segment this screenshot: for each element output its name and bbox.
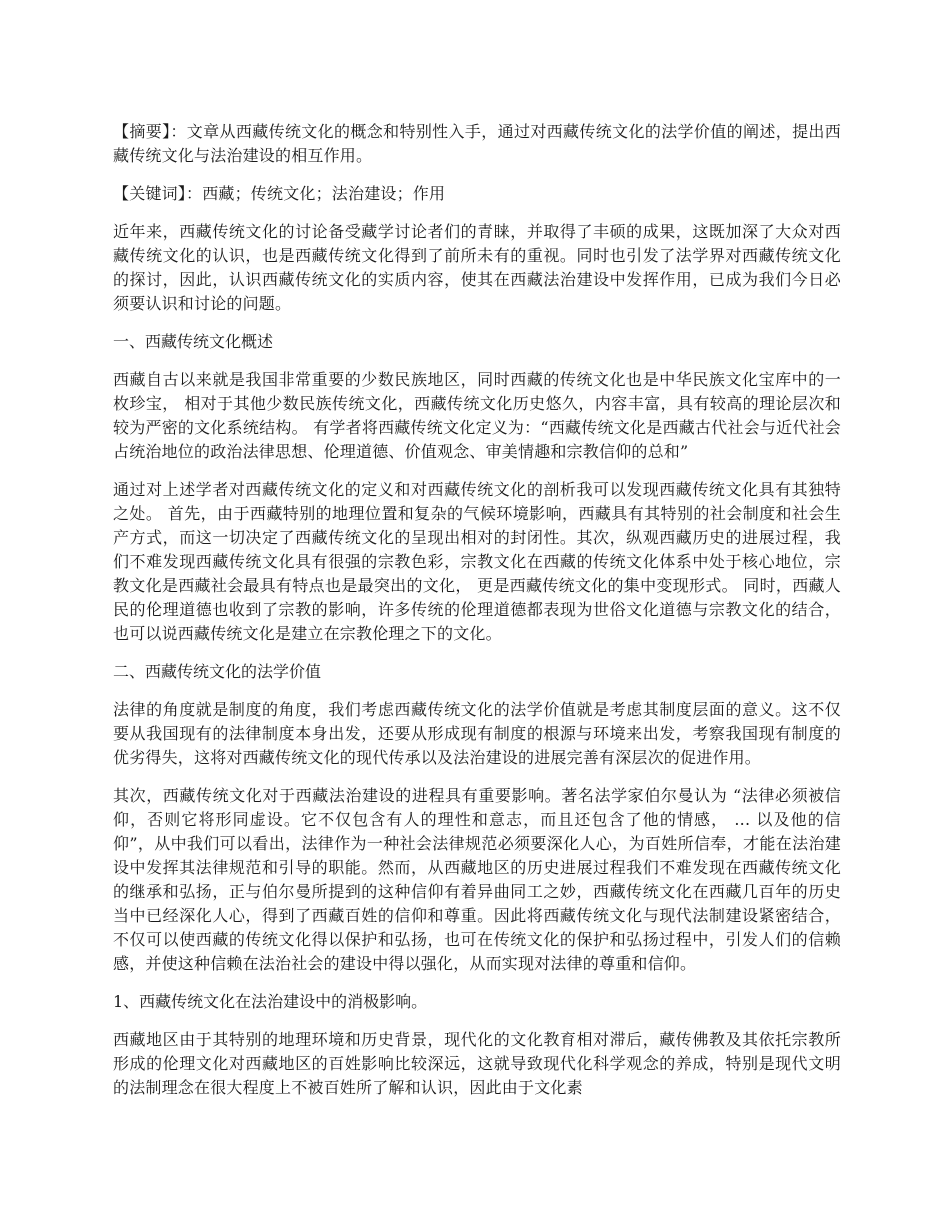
keywords-paragraph: 【关键词】：西藏；传统文化；法治建设；作用	[113, 184, 446, 203]
abstract-paragraph: 【摘要】：文章从西藏传统文化的概念和特别性入手，通过对西藏传统文化的法学价值的阐述，提出西藏传统文化与法治建设的相互作用。	[113, 122, 841, 165]
section-2-paragraph-1: 法律的角度就是制度的角度，我们考虑西藏传统文化的法学价值就是考虑其制度层面的意义。这不仅要从我国现有的法律制度本身出发，还要从形成现有制度的根源与环境来出发，考察我国现有制度的优劣得失，这将对西藏传统文化的现代传承以及法治建设的进展完善有深层次的促进作用。	[113, 700, 841, 767]
section-1-heading: 一、西藏传统文化概述	[113, 332, 274, 351]
subsection-1-heading: 1、西藏传统文化在法治建设中的消极影响。	[113, 992, 428, 1011]
section-2-paragraph-2: 其次，西藏传统文化对于西藏法治建设的进程具有重要影响。著名法学家伯尔曼认为 “法律必须被信仰，否则它将形同虚设。它不仅包含有人的理性和意志，而且还包含了他的情感， ... 以及他的信仰”，从中我们可以看出，法律作为一种社会法律规范必须要深化人心，为百姓所信奉，才能在法治建设中发挥其法律规范和引导的职能。然而，从西藏地区的历史进展过程我们不难发现在西藏传统文化的继承和弘扬，正与伯尔曼所提到的这种信仰有着异曲同工之妙，西藏传统文化在西藏几百年的历史当中已经深化人心，得到了西藏百姓的信仰和尊重。因此将西藏传统文化与现代法制建设紧密结合，不仅可以使西藏的传统文化得以保护和弘扬，也可在传统文化的保护和弘扬过程中，引发人们的信赖感，并使这种信赖在法治社会的建设中得以强化，从而实现对法律的尊重和信仰。	[113, 786, 841, 973]
section-2-heading: 二、西藏传统文化的法学价值	[113, 662, 322, 681]
intro-paragraph: 近年来，西藏传统文化的讨论备受藏学讨论者们的青睐，并取得了丰硕的成果，这既加深了大众对西藏传统文化的认识，也是西藏传统文化得到了前所未有的重视。同时也引发了法学界对西藏传统文化的探讨，因此，认识西藏传统文化的实质内容，使其在西藏法治建设中发挥作用，已成为我们今日必须要认识和讨论的问题。	[113, 222, 841, 313]
section-1-paragraph-2: 通过对上述学者对西藏传统文化的定义和对西藏传统文化的剖析我可以发现西藏传统文化具有其独特之处。 首先，由于西藏特别的地理位置和复杂的气候环境影响，西藏具有其特别的社会制度和社会生产方式，而这一切决定了西藏传统文化的呈现出相对的封闭性。其次，纵观西藏历史的进展过程，我们不难发现西藏传统文化具有很强的宗教色彩，宗教文化在西藏的传统文化体系中处于核心地位，宗教文化是西藏社会最具有特点也是最突出的文化， 更是西藏传统文化的集中变现形式。 同时，西藏人民的伦理道德也收到了宗教的影响，许多传统的伦理道德都表现为世俗文化道德与宗教文化的结合，也可以说西藏传统文化是建立在宗教伦理之下的文化。	[113, 480, 841, 643]
subsection-1-paragraph-1: 西藏地区由于其特别的地理环境和历史背景，现代化的文化教育相对滞后，藏传佛教及其依托宗教所形成的伦理文化对西藏地区的百姓影响比较深远，这就导致现代化科学观念的养成，特别是现代文明的法制理念在很大程度上不被百姓所了解和认识，因此由于文化素	[113, 1030, 841, 1097]
section-1-paragraph-1: 西藏自古以来就是我国非常重要的少数民族地区，同时西藏的传统文化也是中华民族文化宝库中的一枚珍宝， 相对于其他少数民族传统文化，西藏传统文化历史悠久，内容丰富，具有较高的理论层次和较为严密的文化系统结构。 有学者将西藏传统文化定义为：“西藏传统文化是西藏古代社会与近代社会占统治地位的政治法律思想、伦理道德、价值观念、审美情趣和宗教信仰的总和”	[113, 370, 841, 461]
document-body	[113, 120, 841, 1100]
